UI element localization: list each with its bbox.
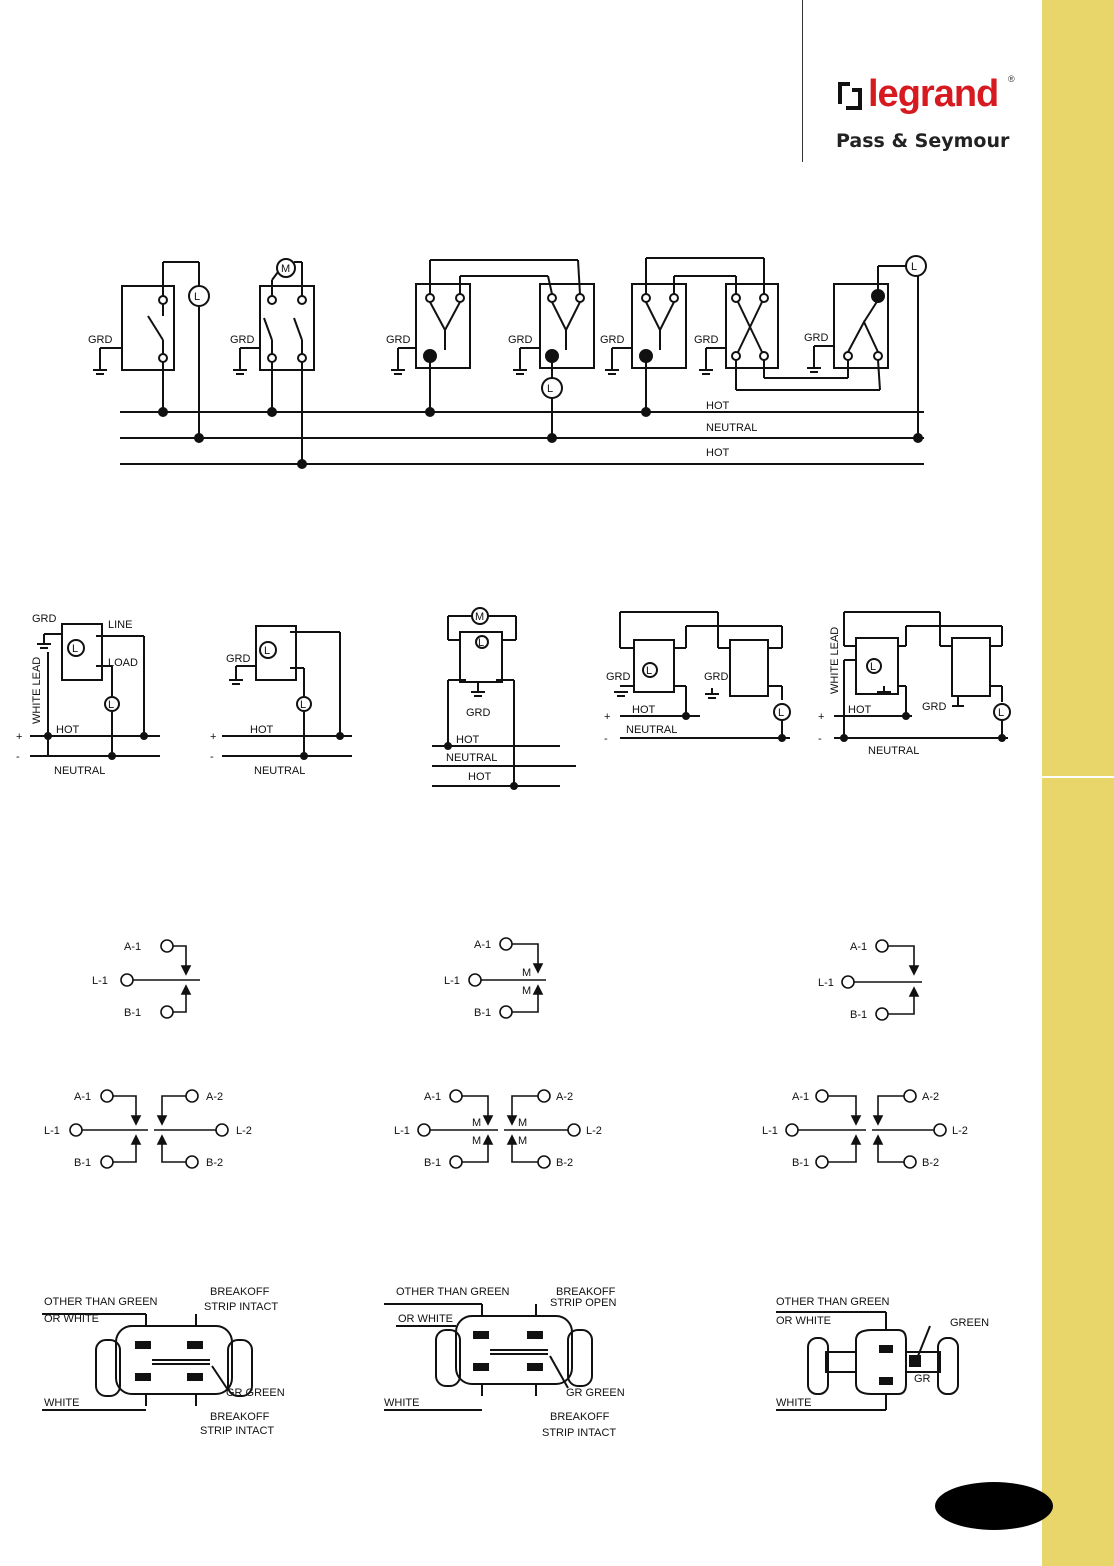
gr-green-label: GR GREEN [226,1387,285,1399]
grd-label-7: GRD [804,332,829,344]
plus-label-3: + [604,711,611,723]
hot-label-r2-2: HOT [250,724,274,736]
gr-label: GR [914,1373,931,1385]
neutral-label-r2-2: NEUTRAL [254,765,306,777]
grd-label: GRD [88,334,113,346]
white-lead-label-2: WHITE LEAD [829,626,841,694]
contact-b1-4: B-1 [74,1157,92,1169]
neutral-label-r2-5: NEUTRAL [868,745,920,757]
minus-label-2: - [210,751,214,763]
minus-label-3: - [604,733,608,745]
contact-l2-2: L-2 [586,1125,602,1137]
hot-label-r2-4: HOT [468,771,492,783]
neutral-label-r2-1: NEUTRAL [54,765,106,777]
contact-m-3: M [472,1117,482,1129]
white-label-2: WHITE [384,1397,420,1409]
grd-label-4: GRD [508,334,533,346]
contact-b1-2: B-1 [474,1007,492,1019]
load-label: LOAD [108,657,138,669]
lamp-label-3: L [911,261,918,273]
neutral-label-r2-3: NEUTRAL [446,752,498,764]
hot-label-r2-1: HOT [56,724,80,736]
bus-hot-label-1: HOT [706,400,730,412]
contact-l1-3: L-1 [818,977,834,989]
contact-l1-5: L-1 [394,1125,410,1137]
grd-label-3: GRD [386,334,411,346]
contact-a1-3: A-1 [850,941,868,953]
contact-m-1: M [522,967,532,979]
contact-b1-5: B-1 [424,1157,442,1169]
grd-label-9: GRD [226,653,251,665]
breakoff-label-2: BREAKOFF [210,1411,270,1423]
contact-b2-3: B-2 [922,1157,940,1169]
lamp-label-11: L [870,661,877,673]
lamp-label: L [194,291,201,303]
plus-label-2: + [210,731,217,743]
plus-label: + [16,731,23,743]
lamp-label-8: L [478,637,485,649]
contact-schematics-single [92,938,922,1021]
page-number-badge [935,1482,1053,1530]
lamp-label-5: L [108,699,115,711]
lamp-label-6: L [264,645,271,657]
grd-label-5: GRD [600,334,625,346]
contact-a1-4: A-1 [74,1091,92,1103]
grd-label-12: GRD [704,671,729,683]
minus-label: - [16,751,20,763]
sidebar-color-band [1042,0,1114,1566]
or-white-label-3: OR WHITE [776,1315,831,1327]
contact-l2-3: L-2 [952,1125,968,1137]
contact-b2: B-2 [206,1157,224,1169]
contact-l1-4: L-1 [44,1125,60,1137]
other-than-green-label: OTHER THAN GREEN [44,1296,158,1308]
breakoff-label: BREAKOFF [210,1286,270,1298]
contact-m-6: M [518,1135,528,1147]
grd-label-6: GRD [694,334,719,346]
brand-name: legrand [868,73,999,115]
contact-b1: B-1 [124,1007,142,1019]
grd-label-10: GRD [466,707,491,719]
white-label: WHITE [44,1397,80,1409]
strip-intact-label-3: STRIP INTACT [542,1427,617,1439]
lamp-label-7: L [300,699,307,711]
lamp-label-4: L [72,643,79,655]
contact-l1-6: L-1 [762,1125,778,1137]
sidebar-divider [1042,776,1114,778]
contact-a1-5: A-1 [424,1091,442,1103]
contact-l1: L-1 [92,975,108,987]
grd-label-11: GRD [606,671,631,683]
or-white-label-2: OR WHITE [398,1313,453,1325]
hot-label-r2-5: HOT [632,704,656,716]
minus-label-4: - [818,733,822,745]
hot-label-r2-3: HOT [456,734,480,746]
switch-wiring-row [88,256,926,468]
contact-a2: A-2 [206,1091,224,1103]
lamp-label-10: L [778,707,785,719]
contact-l1-2: L-1 [444,975,460,987]
grd-label-8: GRD [32,613,57,625]
contact-b2-2: B-2 [556,1157,574,1169]
bus-hot-label-2: HOT [706,447,730,459]
contact-m-5: M [518,1117,528,1129]
strip-intact-label-2: STRIP INTACT [200,1425,275,1437]
green-label: GREEN [950,1317,990,1329]
lamp-label-2: L [547,383,554,395]
contact-a1-6: A-1 [792,1091,810,1103]
contact-l2: L-2 [236,1125,252,1137]
registered-mark: ® [1008,74,1015,84]
contact-a1: A-1 [124,941,142,953]
contact-m-4: M [472,1135,482,1147]
bus-neutral-label: NEUTRAL [706,422,758,434]
line-label: LINE [108,619,133,631]
grd-label-2: GRD [230,334,255,346]
lamp-label-9: L [646,665,653,677]
breakoff-label-3: BREAKOFF [556,1286,616,1298]
contact-b1-6: B-1 [792,1157,810,1169]
white-lead-label: WHITE LEAD [31,656,43,724]
or-white-label: OR WHITE [44,1313,99,1325]
motor-label-2: M [475,611,485,623]
receptacle-wiring-row [42,1286,989,1439]
white-label-3: WHITE [776,1397,812,1409]
grd-label-13: GRD [922,701,947,713]
strip-open-label: STRIP OPEN [550,1297,617,1309]
other-than-green-label-3: OTHER THAN GREEN [776,1296,890,1308]
pilot-light-row [16,608,1010,789]
contact-a1-2: A-1 [474,939,492,951]
breakoff-label-4: BREAKOFF [550,1411,610,1423]
other-than-green-label-2: OTHER THAN GREEN [396,1286,510,1298]
plus-label-4: + [818,711,825,723]
motor-label: M [281,263,291,275]
gr-green-label-2: GR GREEN [566,1387,625,1399]
strip-intact-label: STRIP INTACT [204,1301,279,1313]
contact-a2-3: A-2 [922,1091,940,1103]
hot-label-r2-6: HOT [848,704,872,716]
lamp-label-12: L [998,707,1005,719]
contact-schematics-double [44,1090,968,1169]
contact-b1-3: B-1 [850,1009,868,1021]
contact-a2-2: A-2 [556,1091,574,1103]
contact-m-2: M [522,985,532,997]
brand-subtitle: Pass & Seymour [836,130,1010,152]
neutral-label-r2-4: NEUTRAL [626,724,678,736]
